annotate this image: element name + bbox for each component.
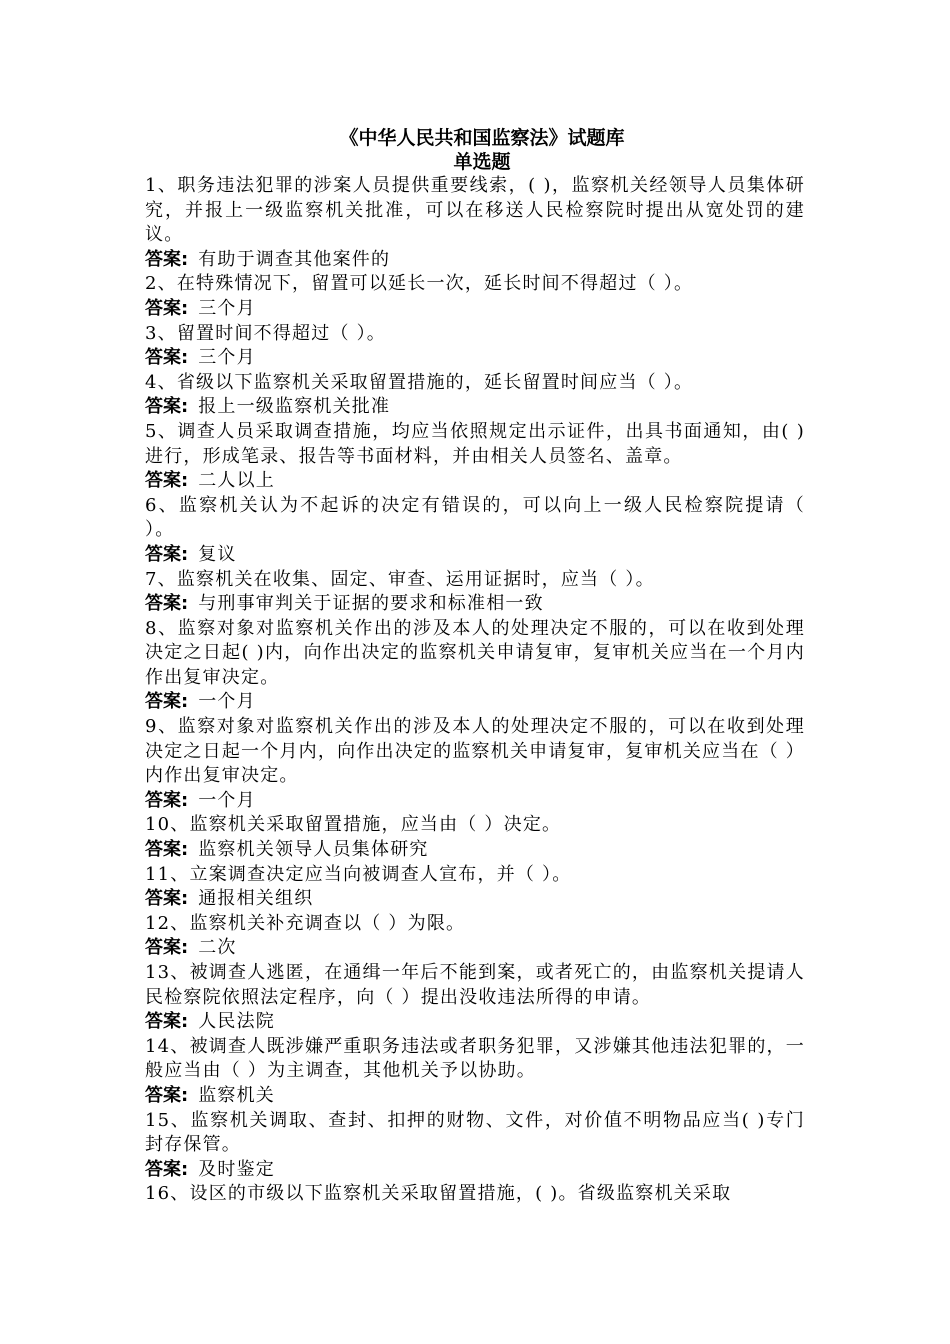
answer-label: 答案: (145, 888, 189, 910)
question-text: 10、监察机关采取留置措施，应当由（ ）决定。 (145, 814, 562, 836)
question-text: 6、监察机关认为不起诉的决定有错误的，可以向上一级人民检察院提请（ ）。 (145, 494, 805, 541)
question-item (145, 715, 805, 813)
answer-text: 三个月 (198, 297, 256, 319)
answer-line (145, 592, 805, 617)
question-text: 4、省级以下监察机关采取留置措施的，延长留置时间应当（ ）。 (145, 371, 694, 393)
question-text: 15、监察机关调取、查封、扣押的财物、文件，对价值不明物品应当( )专门封存保管。 (145, 1109, 805, 1156)
answer-text: 监察机关 (198, 1084, 276, 1106)
answer-line (145, 1158, 805, 1183)
question-text: 1、职务违法犯罪的涉案人员提供重要线索，( )，监察机关经领导人员集体研究，并报上一级监察机关批准，可以在移送人民检察院时提出从宽处罚的建议。 (145, 175, 805, 246)
answer-line (145, 248, 805, 273)
question-text: 13、被调查人逃匿，在通缉一年后不能到案，或者死亡的，由监察机关提请人民检察院依照法定程序，向（ ）提出没收违法所得的申请。 (145, 962, 805, 1008)
answer-text: 通报相关组织 (198, 888, 314, 910)
answer-text: 有助于调查其他案件的 (198, 248, 391, 270)
answer-line (145, 887, 805, 912)
answer-text: 二次 (198, 937, 237, 959)
question-list (145, 174, 805, 1207)
answer-label: 答案: (145, 839, 189, 861)
answer-text: 监察机关领导人员集体研究 (198, 839, 429, 861)
answer-line (145, 395, 805, 420)
answer-text: 二人以上 (198, 470, 276, 492)
question-text: 5、调查人员采取调查措施，均应当依照规定出示证件，出具书面通知，由( )进行，形成笔录、报告等书面材料，并由相关人员签名、盖章。 (145, 420, 805, 467)
question-item (145, 863, 805, 912)
question-item (145, 912, 805, 961)
question-text: 11、立案调查决定应当向被调查人宣布，并（ ）。 (145, 863, 572, 885)
answer-line (145, 1084, 805, 1109)
answer-text: 及时鉴定 (198, 1158, 276, 1180)
question-item (145, 371, 805, 420)
question-item (145, 568, 805, 617)
answer-line (145, 297, 805, 322)
answer-label: 答案: (145, 543, 189, 565)
question-item (145, 1109, 805, 1183)
answer-label: 答案: (145, 937, 189, 959)
answer-label: 答案: (145, 470, 189, 492)
answer-line (145, 1010, 805, 1035)
question-item (145, 1182, 805, 1207)
answer-line (145, 543, 805, 568)
answer-label: 答案: (145, 1084, 189, 1106)
question-item (145, 322, 805, 371)
question-text: 9、监察对象对监察机关作出的涉及本人的处理决定不服的，可以在收到处理决定之日起一个月内，向作出决定的监察机关申请复审，复审机关应当在（ ）内作出复审决定。 (145, 716, 805, 787)
answer-text: 与刑事审判关于证据的要求和标准相一致 (198, 593, 544, 615)
answer-label: 答案: (145, 789, 189, 811)
answer-text: 一个月 (198, 691, 256, 713)
question-item (145, 1035, 805, 1109)
question-text: 3、留置时间不得超过（ ）。 (145, 322, 386, 344)
answer-line (145, 690, 805, 715)
answer-line (145, 838, 805, 863)
answer-text: 报上一级监察机关批准 (198, 396, 391, 418)
answer-text: 人民法院 (198, 1011, 276, 1033)
answer-label: 答案: (145, 1158, 189, 1180)
answer-text: 复议 (198, 543, 237, 565)
answer-label: 答案: (145, 691, 189, 713)
question-text: 16、设区的市级以下监察机关采取留置措施，( )。省级监察机关采取 (145, 1183, 732, 1205)
answer-label: 答案: (145, 1011, 189, 1033)
answer-label: 答案: (145, 593, 189, 615)
answer-label: 答案: (145, 347, 189, 369)
question-item (145, 420, 805, 494)
answer-line (145, 469, 805, 494)
question-item (145, 494, 805, 568)
question-item (145, 272, 805, 321)
question-item (145, 174, 805, 272)
question-item (145, 961, 805, 1035)
question-text: 14、被调查人既涉嫌严重职务违法或者职务犯罪，又涉嫌其他违法犯罪的，一般应当由（ ）为主调查，其他机关予以协助。 (145, 1035, 805, 1082)
question-text: 7、监察机关在收集、固定、审查、运用证据时，应当（ ）。 (145, 568, 655, 590)
answer-label: 答案: (145, 248, 189, 270)
document-body (145, 126, 805, 1207)
question-item (145, 617, 805, 715)
question-text: 12、监察机关补充调查以（ ）为限。 (145, 912, 466, 934)
answer-text: 一个月 (198, 789, 256, 811)
answer-line (145, 789, 805, 814)
question-text: 8、监察对象对监察机关作出的涉及本人的处理决定不服的，可以在收到处理决定之日起( )内，向作出决定的监察机关申请复审，复审机关应当在一个月内作出复审决定。 (145, 617, 805, 688)
section-heading: 单选题 (453, 151, 511, 173)
answer-label: 答案: (145, 396, 189, 418)
page-title: 《中华人民共和国监察法》试题库 (339, 127, 625, 149)
answer-label: 答案: (145, 297, 189, 319)
question-item (145, 813, 805, 862)
question-text: 2、在特殊情况下，留置可以延长一次，延长时间不得超过（ ）。 (145, 273, 694, 295)
answer-line (145, 346, 805, 371)
answer-line (145, 936, 805, 961)
answer-text: 三个月 (198, 347, 256, 369)
